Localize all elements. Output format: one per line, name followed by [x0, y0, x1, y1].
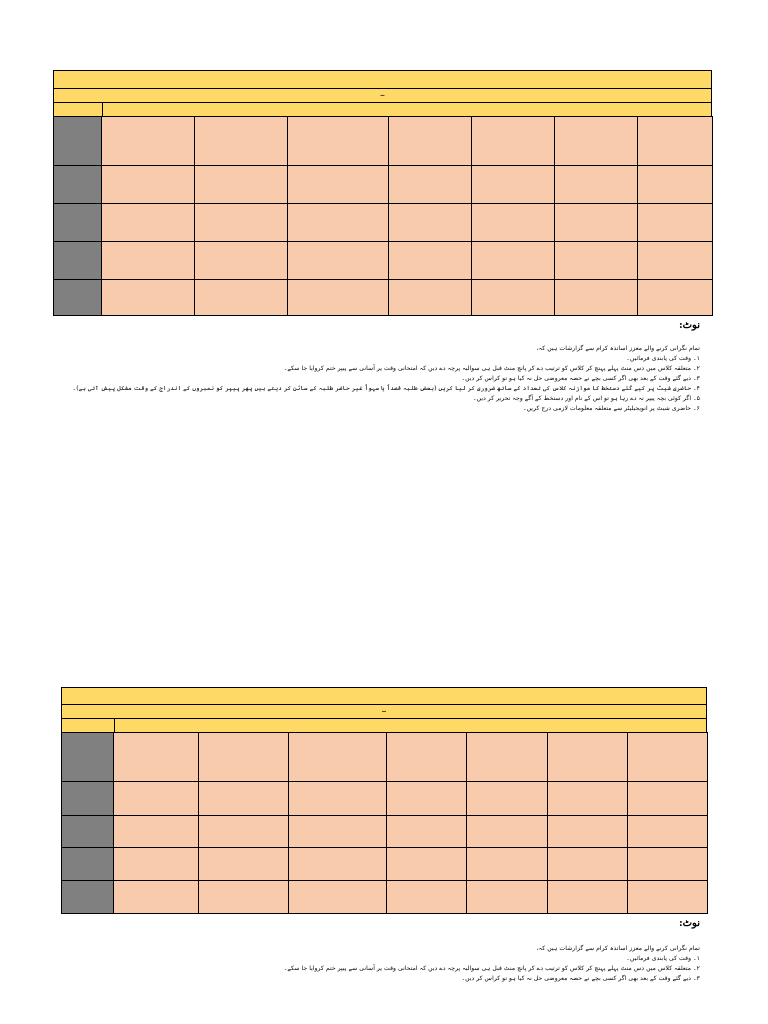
note-line: ۲۔ متعلقہ کلاس میں دس منٹ پہلے پہنچ کر کلاس کو ترتیب دے کر پانچ منٹ قبل ہی سوالیہ پرچہ دے دیں کہ امتحانی وقت پر آسانی سے پیپر ختم کروایا جا سکے۔ — [283, 365, 700, 372]
table-cell — [389, 280, 472, 316]
table-cell — [288, 242, 389, 280]
table-cell — [289, 881, 387, 914]
table-cell — [288, 204, 389, 242]
table-cell — [472, 280, 555, 316]
table-cell — [467, 816, 548, 848]
table-row-header-cell — [62, 881, 114, 914]
exam-sheet-2 — [61, 687, 707, 914]
note-line: تمام نگرانی کرنے والے معزز اساتذہ کرام سے گزارشات ہیں کہ، — [536, 945, 700, 952]
header-title-band — [61, 704, 707, 719]
note-line: ۱۔ وقت کی پابندی فرمائیں۔ — [626, 955, 700, 962]
header-title: – — [380, 89, 385, 101]
table-cell — [628, 816, 708, 848]
table-cell — [555, 204, 638, 242]
table-cell — [467, 733, 548, 782]
header-title: – — [381, 705, 387, 717]
table-cell — [548, 881, 628, 914]
table-cell — [102, 166, 195, 204]
table-cell — [638, 166, 713, 204]
table-cell — [102, 117, 195, 166]
table-cell — [199, 881, 289, 914]
table-cell — [114, 881, 199, 914]
table-cell — [199, 848, 289, 881]
table-row — [54, 280, 713, 316]
table-row-header-cell — [62, 816, 114, 848]
table-cell — [289, 733, 387, 782]
table-row — [54, 117, 713, 166]
table-cell — [387, 848, 467, 881]
table-cell — [199, 733, 289, 782]
table-cell — [472, 204, 555, 242]
table-cell — [387, 816, 467, 848]
table-cell — [638, 242, 713, 280]
table-cell — [288, 117, 389, 166]
table-row — [54, 204, 713, 242]
header-subheader-cell-right — [103, 103, 711, 116]
header-subheader-band — [61, 718, 707, 733]
table-row — [62, 816, 708, 848]
table-cell — [389, 242, 472, 280]
table-cell — [289, 848, 387, 881]
note-line: ۳۔ دیے گئے وقت کے بعد بھی اگر کسی بچے نے حصہ معروضی حل نہ کیا ہو تو کراس کر دیں۔ — [461, 975, 700, 982]
table-cell — [199, 816, 289, 848]
table-cell — [387, 782, 467, 816]
note-line: تمام نگرانی کرنے والے معزز اساتذہ کرام سے گزارشات ہیں کہ، — [536, 345, 700, 352]
table-row — [62, 782, 708, 816]
table-cell — [548, 733, 628, 782]
header-subheader-band — [53, 102, 712, 117]
table-cell — [389, 166, 472, 204]
table-cell — [638, 204, 713, 242]
table-row — [62, 848, 708, 881]
table-cell — [628, 733, 708, 782]
table-cell — [467, 782, 548, 816]
table-cell — [555, 280, 638, 316]
invigilation-table-2 — [61, 732, 708, 914]
exam-sheet-1 — [53, 70, 712, 490]
note-line: ۳۔ دیے گئے وقت کے بعد بھی اگر کسی بچے نے حصہ معروضی حل نہ کیا ہو تو کراس کر دیں۔ — [461, 375, 700, 382]
notes-section-2 — [100, 918, 700, 984]
header-band-top — [53, 70, 712, 89]
header-band-top — [61, 687, 707, 705]
note-line: ۱۔ وقت کی پابندی فرمائیں۔ — [626, 355, 700, 362]
table-row — [54, 242, 713, 280]
table-cell — [555, 242, 638, 280]
table-row — [62, 733, 708, 782]
note-line: ۲۔ متعلقہ کلاس میں دس منٹ پہلے پہنچ کر کلاس کو ترتیب دے کر پانچ منٹ قبل ہی سوالیہ پرچہ دے دیں کہ امتحانی وقت پر آسانی سے پیپر ختم کروایا جا سکے۔ — [283, 965, 700, 972]
table-cell — [638, 280, 713, 316]
table-row-header-cell — [62, 733, 114, 782]
table-row — [54, 166, 713, 204]
table-cell — [102, 204, 195, 242]
table-cell — [102, 242, 195, 280]
table-cell — [195, 280, 288, 316]
table-row-header-cell — [54, 166, 102, 204]
table-row-header-cell — [54, 204, 102, 242]
notes-heading: نوٹ: — [678, 918, 700, 929]
table-cell — [628, 848, 708, 881]
table-cell — [555, 166, 638, 204]
header-subheader-cell-right — [115, 719, 706, 732]
note-line: ۶۔ حاضری شیٹ پر انویجیلیٹر سے متعلقہ معلومات لازمی درج کریں۔ — [522, 405, 700, 412]
table-cell — [555, 117, 638, 166]
table-cell — [102, 280, 195, 316]
table-cell — [638, 117, 713, 166]
table-cell — [195, 117, 288, 166]
table-row-header-cell — [54, 117, 102, 166]
table-cell — [387, 881, 467, 914]
table-row-header-cell — [62, 782, 114, 816]
table-cell — [389, 117, 472, 166]
invigilation-table-1 — [53, 116, 713, 316]
table-cell — [114, 848, 199, 881]
note-line: ۴۔ حاضری شیٹ پر کیے گئے دستخط کا موازنہ کلاس کی تعداد کے ساتھ ضروری کر لیا کریں (بعض طلبہ قصداً یا سہواً غیر حاضر طلبہ کے سائن کر دیتے ہیں پھر پیپر کو نمبروں کے اندراج کے وقت مشکل پیش آتی ہے)۔ — [72, 385, 700, 392]
table-cell — [199, 782, 289, 816]
table-cell — [195, 242, 288, 280]
table-row — [62, 881, 708, 914]
table-row-header-cell — [54, 280, 102, 316]
table-cell — [114, 733, 199, 782]
header-subheader-cell-left — [62, 719, 115, 732]
table-cell — [548, 848, 628, 881]
table-cell — [389, 204, 472, 242]
table-cell — [289, 782, 387, 816]
table-cell — [288, 280, 389, 316]
table-cell — [467, 848, 548, 881]
notes-heading: نوٹ: — [678, 320, 700, 331]
table-cell — [114, 782, 199, 816]
table-cell — [548, 782, 628, 816]
table-cell — [114, 816, 199, 848]
table-cell — [195, 204, 288, 242]
header-title-band — [53, 88, 712, 103]
note-line: ۵۔ اگر کوئی بچہ پیپر نہ دے رہا ہو تو اس کے نام اور دستخط کے آگے وجہ تحریر کر دیں۔ — [473, 395, 700, 402]
header-subheader-cell-left — [54, 103, 103, 116]
table-cell — [467, 881, 548, 914]
table-cell — [289, 816, 387, 848]
table-cell — [548, 816, 628, 848]
notes-section-1 — [72, 320, 700, 414]
table-cell — [472, 117, 555, 166]
table-cell — [472, 166, 555, 204]
table-cell — [195, 166, 288, 204]
table-cell — [628, 782, 708, 816]
table-cell — [288, 166, 389, 204]
table-row-header-cell — [54, 242, 102, 280]
table-row-header-cell — [62, 848, 114, 881]
table-cell — [387, 733, 467, 782]
table-cell — [628, 881, 708, 914]
table-cell — [472, 242, 555, 280]
